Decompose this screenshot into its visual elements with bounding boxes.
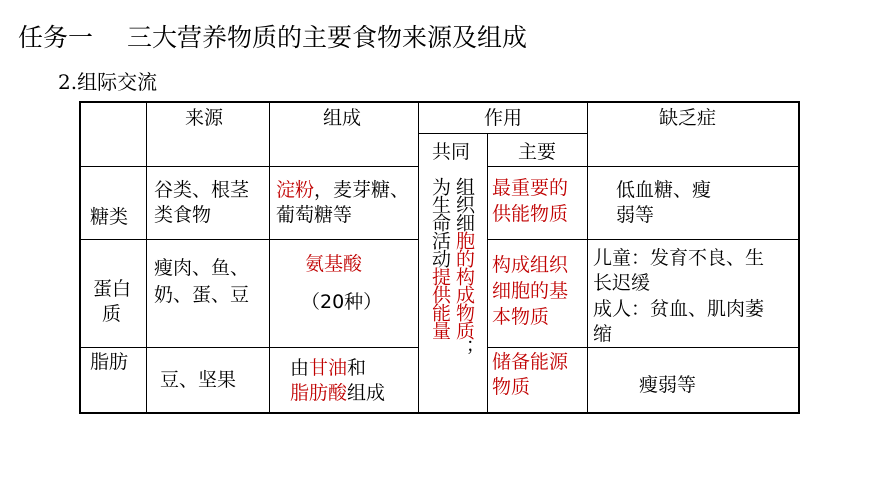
header-common: 共同 [432,141,471,163]
table-border-left [79,101,81,414]
table-divider [488,239,800,240]
protein-composition-line2: （20种） [301,291,383,313]
nutrient-table [79,101,800,414]
protein-deficiency-line1: 儿童：发育不良、生 [593,247,765,269]
fat-composition-suffix: 组成 [347,382,386,404]
protein-composition-line1: 氨基酸 [305,253,363,275]
table-divider [79,347,418,348]
fat-main-line2: 物质 [492,376,531,398]
protein-main-line3: 本物质 [492,306,550,328]
header-main: 主要 [518,141,557,163]
table-divider [79,239,418,240]
common-life-activity: 生命活动 [429,195,451,267]
protein-main-line2: 细胞的基 [492,280,569,302]
subtitle-text: 组际交流 [77,70,158,94]
carb-source-line2: 类食物 [154,204,212,226]
common-semicolon: ； [453,339,475,357]
common-structural-material: 胞的构成物质 [453,231,475,339]
carb-main-line1: 最重要的 [492,177,569,199]
table-divider [487,133,488,414]
carb-source-line1: 谷类、根茎 [154,179,250,201]
row-name-protein-line2: 质 [102,303,122,325]
section-subtitle [58,66,157,95]
protein-deficiency-line4: 缩 [593,323,613,345]
row-name-protein-line1: 蛋白 [93,278,132,300]
fat-deficiency: 瘦弱等 [639,374,697,396]
fat-composition-line1 [290,356,366,381]
protein-main-line1: 构成组织 [492,254,569,276]
title-text: 三大营养物质的主要食物来源及组成 [127,23,528,52]
page-title [18,18,527,54]
carb-main-line2: 供能物质 [492,203,569,225]
table-divider [79,166,418,167]
table-divider [488,166,800,167]
fat-main-line1: 储备能源 [492,351,569,373]
common-provide-energy: 提供能量 [429,267,451,339]
table-divider [269,101,270,414]
header-function: 作用 [484,107,523,129]
row-name-fat: 脂肪 [90,351,129,373]
protein-source-line1: 瘦肉、鱼、 [154,257,250,279]
fat-composition-prefix: 由 [290,357,310,379]
table-divider [418,133,587,134]
subtitle-number: 2. [58,70,78,94]
common-function-col-left [429,177,451,339]
common-for: 为 [429,177,451,195]
carb-deficiency-line2: 弱等 [616,204,655,226]
fat-composition-and: 和 [347,357,367,379]
title-task: 任务一 [18,23,94,52]
fat-glycerol: 甘油 [309,357,348,379]
table-border-bottom [79,412,800,414]
table-divider [587,101,588,414]
carb-starch: 淀粉 [276,179,315,201]
fat-composition-line2 [290,381,385,406]
row-name-carb: 糖类 [90,206,129,228]
common-tissue-cell: 组织细 [453,177,475,231]
table-divider [418,101,419,414]
header-composition: 组成 [323,107,362,129]
fat-fatty-acid: 脂肪酸 [290,382,348,404]
table-divider [146,101,147,414]
protein-deficiency-line2: 长迟缓 [593,272,651,294]
carb-composition-line1 [276,178,409,203]
carb-deficiency-line1: 低血糖、瘦 [616,179,712,201]
common-function-col-right [453,177,475,357]
carb-composition-rest: ，麦芽糖、 [314,179,410,201]
table-divider [488,347,800,348]
table-border-top [79,101,800,103]
carb-composition-line2: 葡萄糖等 [276,204,353,226]
protein-source-line2: 奶、蛋、豆 [154,284,250,306]
fat-source: 豆、坚果 [160,369,237,391]
protein-deficiency-line3: 成人：贫血、肌肉萎 [593,298,765,320]
header-deficiency: 缺乏症 [659,107,717,129]
header-source: 来源 [185,107,224,129]
table-border-right [798,101,800,414]
